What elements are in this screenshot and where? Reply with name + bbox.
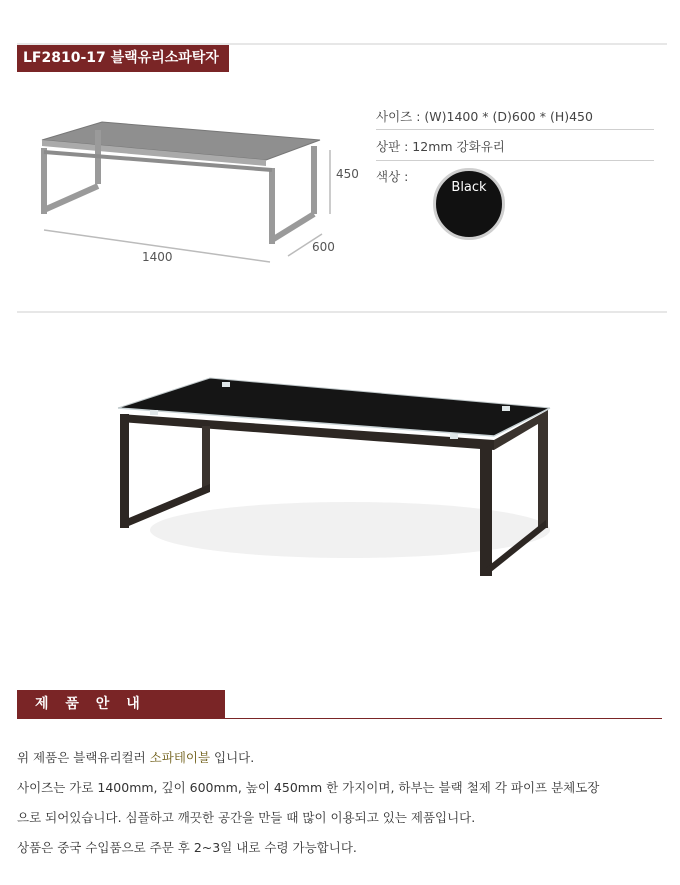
description-line-2: 사이즈는 가로 1400mm, 깊이 600mm, 높이 450mm 한 가지이며, 하부는 블랙 철제 각 파이프 분체도장: [17, 780, 600, 795]
middle-divider: [17, 311, 667, 313]
photo-leg-back-left: [202, 426, 210, 492]
color-swatch-black: [433, 168, 505, 240]
drawing-base-left: [44, 186, 98, 210]
section-title-product-info: 제 품 안 내: [17, 690, 225, 719]
spec-size: 사이즈 : (W)1400 * (D)600 * (H)450: [376, 109, 593, 124]
description-line-4: 상품은 중국 수입품으로 주문 후 2~3일 내로 수령 가능합니다.: [17, 840, 357, 855]
product-title: LF2810-17 블랙유리소파탁자: [17, 45, 229, 72]
drawing-base-right: [272, 214, 314, 240]
description-line-3: 으로 되어있습니다. 심플하고 깨끗한 공간을 만들 때 많이 이용되고 있는 제품입니다.: [17, 810, 476, 825]
description-line-1: [17, 748, 254, 766]
color-swatch-label: Black: [451, 180, 487, 195]
description-line-1-post: 입니다.: [210, 750, 255, 765]
dim-height-label: 450: [336, 167, 359, 181]
spec-divider-2: [376, 160, 654, 161]
dimension-drawing: [30, 110, 370, 280]
dim-width-label: 1400: [142, 250, 173, 264]
spec-top: 상판 : 12mm 강화유리: [376, 139, 505, 154]
description-line-1-pre: 위 제품은 블랙유리컬러: [17, 750, 150, 765]
section-divider: [17, 718, 662, 719]
description-highlight: 소파테이블: [149, 750, 211, 765]
product-photo: [110, 370, 560, 585]
photo-leg-front-left: [120, 414, 129, 528]
spec-divider-1: [376, 129, 654, 130]
spec-color-label: 색상 :: [376, 169, 409, 184]
photo-leg-back-right: [538, 416, 548, 528]
dim-depth-label: 600: [312, 240, 335, 254]
photo-leg-front-right: [480, 448, 492, 576]
